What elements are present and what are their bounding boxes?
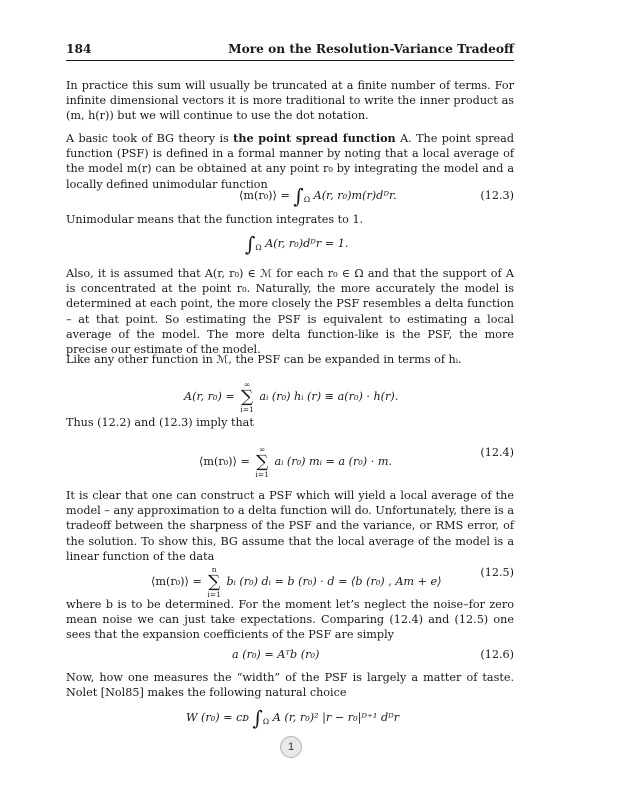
- eq6-expr: a (r₀) = Aᵀb (r₀): [232, 648, 320, 661]
- eq6-body: [232, 647, 319, 662]
- sigma-sign: ∑: [208, 572, 221, 592]
- eq1-lhs: ⟨m(r₀)⟩ =: [239, 189, 290, 202]
- eq4-rhs: aᵢ (r₀) mᵢ = a (r₀) · m.: [274, 455, 392, 468]
- omega-subscript: Ω: [303, 195, 311, 205]
- eq5-lhs: ⟨m(r₀)⟩ =: [151, 575, 202, 588]
- equation-12-4: [66, 437, 514, 479]
- sum-lower: i=1: [255, 470, 269, 479]
- eq3-lhs: A(r, r₀) =: [184, 390, 235, 403]
- integral-sign: ∫: [252, 706, 263, 730]
- page-indicator-badge[interactable]: 1: [280, 736, 302, 758]
- eq7-rhs: A (r, r₀)² |r − r₀|ᴰ⁺¹ dᴰr: [272, 711, 400, 724]
- sigma-sign: ∑: [241, 387, 254, 407]
- eq5-body: [151, 565, 442, 599]
- eq5-rhs: bᵢ (r₀) dᵢ = b (r₀) · d = ⟨b (r₀) , Am + e⟩: [226, 575, 442, 588]
- paragraph-4: Also, it is assumed that A(r, r₀) ∈ ℳ for each r₀ ∈ Ω and that the support of A is concentrated at the point r₀. Naturally, the more accurately the model is determined at each point, the more closely the PSF resembles a delta function – at that point. So estimating the PSF is equivalent to estimating a local average of the model. The more delta function-like is the PSF, the more precise our estimate of the model.: [66, 267, 514, 357]
- eq3-rhs: aᵢ (r₀) hᵢ (r) ≡ a(r₀) · h(r).: [259, 390, 399, 403]
- paragraph-2: [66, 131, 514, 192]
- paragraph-3: Unimodular means that the function integrates to 1.: [66, 213, 364, 226]
- omega-subscript: Ω: [255, 243, 262, 253]
- summation: [255, 445, 268, 479]
- sum-upper: ∞: [259, 445, 266, 454]
- sum-lower: i=1: [240, 405, 254, 414]
- paragraph-7: It is clear that one can construct a PSF which will yield a local average of the model – any approximation to a delta function will do. Unfortunately, there is a tradeoff between the sharpness of the PSF and the variance, or RMS error, of the solution. To show this, BG assume that the local average of the model is a linear function of the data: [66, 489, 514, 563]
- paragraph-1: In practice this sum will usually be truncated at a finite number of terms. For infinite dimensional vectors it is more traditional to write the inner product as (m, h(r)) but we will continue to use the dot notation.: [66, 79, 514, 123]
- page-number: 184: [66, 42, 92, 56]
- sigma-sign: ∑: [256, 452, 269, 472]
- summation: [207, 565, 220, 599]
- eq2-rhs: A(r, r₀)dᴰr = 1.: [265, 237, 349, 250]
- summation: [240, 380, 253, 414]
- p2-text-rest: A. The point spread function (PSF) is defined in a formal manner by noting that a local average of the model m(r) can be obtained at any point r₀ by integrating the model and a locally defined unimodular function: [66, 132, 514, 191]
- paragraph-8: where b is to be determined. For the moment let’s neglect the noise–for zero mean noise we can just take expectations. Comparing (12.4) and (12.5) one sees that the expansion coefficients of the PSF are simply: [66, 598, 514, 642]
- p2-text: A basic took of BG theory is: [66, 132, 234, 145]
- equation-width: [66, 706, 514, 736]
- psf-term: the point spread function: [233, 131, 396, 145]
- eq-tag-12-5: (12.5): [480, 566, 514, 579]
- eq1-body: [239, 184, 397, 208]
- equation-unimodular: [66, 232, 514, 262]
- paragraph-9: Now, how one measures the “width” of the PSF is largely a matter of taste. Nolet [Nol85] makes the following natural choice: [66, 671, 514, 700]
- paragraph-6: Thus (12.2) and (12.3) imply that: [66, 416, 254, 429]
- eq7-lhs: W (r₀) = cᴅ: [186, 711, 249, 724]
- sum-upper: n: [211, 565, 217, 574]
- running-header: [66, 42, 514, 61]
- eq4-lhs: ⟨m(r₀)⟩ =: [199, 455, 250, 468]
- chapter-title: More on the Resolution-Variance Tradeoff: [228, 42, 514, 56]
- eq4-body: [199, 445, 392, 479]
- omega-subscript: Ω: [262, 717, 270, 727]
- equation-psf-expansion: [66, 372, 514, 414]
- eq7-body: [186, 706, 400, 730]
- sum-lower: i=1: [207, 590, 221, 599]
- integral-sign: ∫: [245, 232, 256, 256]
- eq3-body: [184, 380, 398, 414]
- eq2-body: [245, 232, 349, 256]
- equation-12-5: [66, 557, 514, 599]
- eq-tag-12-3: (12.3): [480, 189, 514, 202]
- eq1-rhs: A(r, r₀)m(r)dᴰr.: [313, 189, 397, 202]
- eq-tag-12-6: (12.6): [480, 648, 514, 661]
- sum-upper: ∞: [243, 380, 251, 389]
- integral-sign: ∫: [293, 184, 304, 208]
- paragraph-5: Like any other function in ℳ, the PSF can be expanded in terms of hᵢ.: [66, 353, 462, 366]
- eq-tag-12-4: (12.4): [480, 446, 514, 459]
